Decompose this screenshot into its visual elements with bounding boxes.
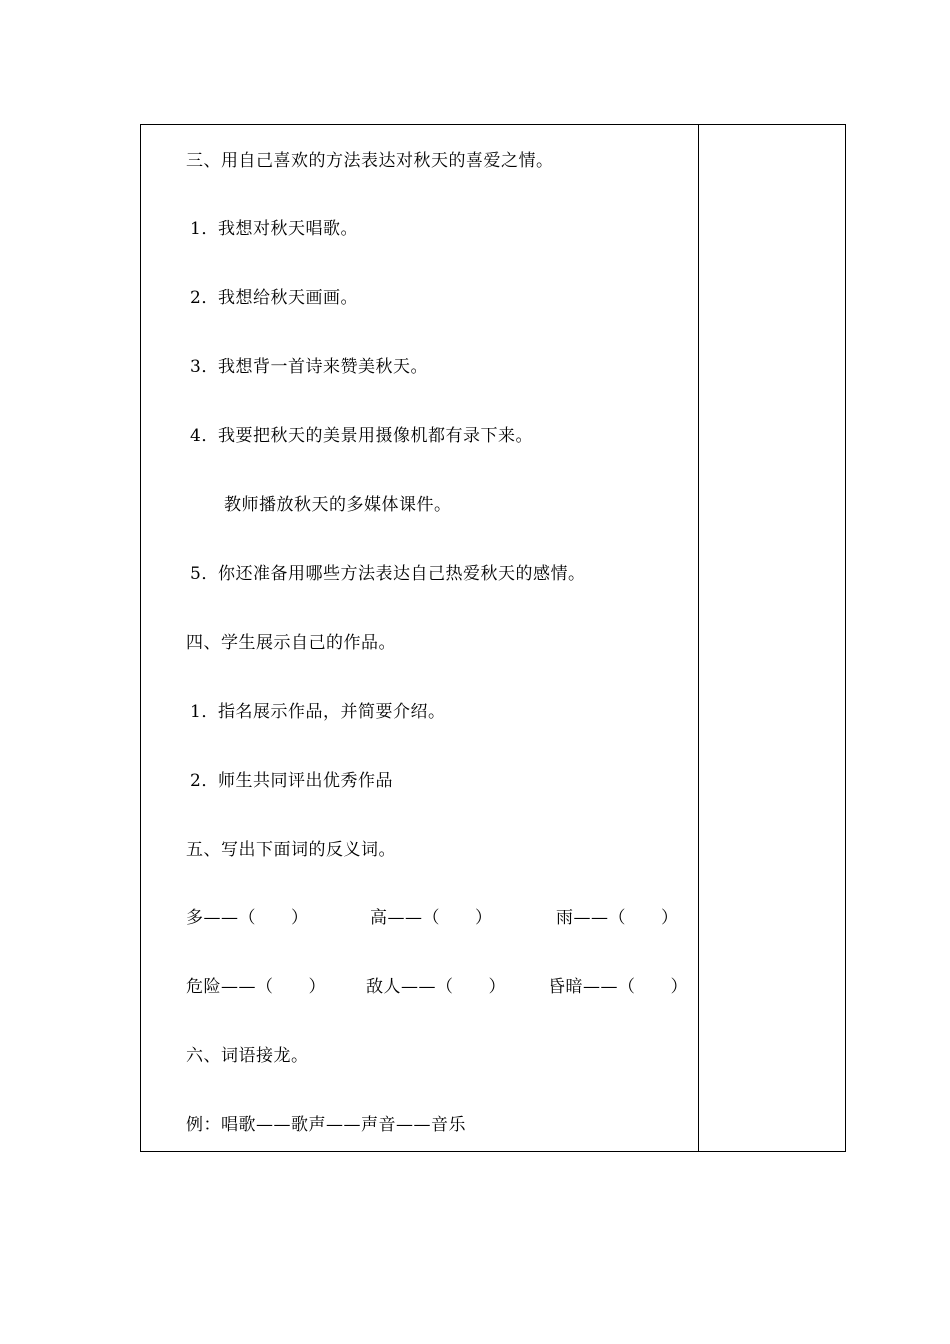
item-text: 我想对秋天唱歌。: [218, 219, 358, 239]
item-number: 5．: [190, 564, 219, 584]
table-column-divider: [698, 124, 699, 1152]
antonym-item: 多——（ ）: [186, 908, 309, 928]
item-text: 指名展示作品，并简要介绍。: [218, 702, 446, 722]
section-5-heading: 五、写出下面词的反义词。: [186, 840, 396, 860]
section-4-item-2: [186, 770, 393, 792]
item-number: 4．: [190, 426, 219, 446]
antonym-item: 昏暗——（ ）: [548, 977, 688, 997]
item-text: 我要把秋天的美景用摄像机都有录下来。: [218, 426, 533, 446]
antonym-row-1: [186, 907, 686, 929]
item-number: 1．: [190, 702, 219, 722]
item-number: 2．: [190, 288, 219, 308]
item-text: 我想给秋天画画。: [218, 288, 358, 308]
section-3-item-3: [186, 356, 428, 378]
item-number: 1．: [190, 219, 219, 239]
section-3-item-4: [186, 425, 533, 447]
item-number: 2．: [190, 771, 219, 791]
section-3-item-1: [186, 218, 358, 240]
section-6-heading: 六、词语接龙。: [186, 1046, 309, 1066]
section-4-item-1: [186, 701, 446, 723]
section-3-item-2: [186, 287, 358, 309]
item-text: 我想背一首诗来赞美秋天。: [218, 357, 428, 377]
section-3-item-5: [186, 563, 586, 585]
antonym-item: 危险——（ ）: [186, 977, 326, 997]
antonym-row-2: [186, 976, 686, 998]
item-text: 你还准备用哪些方法表达自己热爱秋天的感情。: [218, 564, 586, 584]
section-4-heading: 四、学生展示自己的作品。: [186, 633, 396, 653]
teacher-note: 教师播放秋天的多媒体课件。: [224, 495, 452, 515]
antonym-item: 敌人——（ ）: [366, 977, 506, 997]
item-number: 3．: [190, 357, 219, 377]
section-3-heading: 三、用自己喜欢的方法表达对秋天的喜爱之情。: [186, 151, 554, 171]
antonym-item: 高——（ ）: [370, 908, 493, 928]
item-text: 师生共同评出优秀作品: [218, 771, 393, 791]
section-6-example: 例：唱歌——歌声——声音——音乐: [186, 1115, 466, 1135]
antonym-item: 雨——（ ）: [556, 908, 679, 928]
